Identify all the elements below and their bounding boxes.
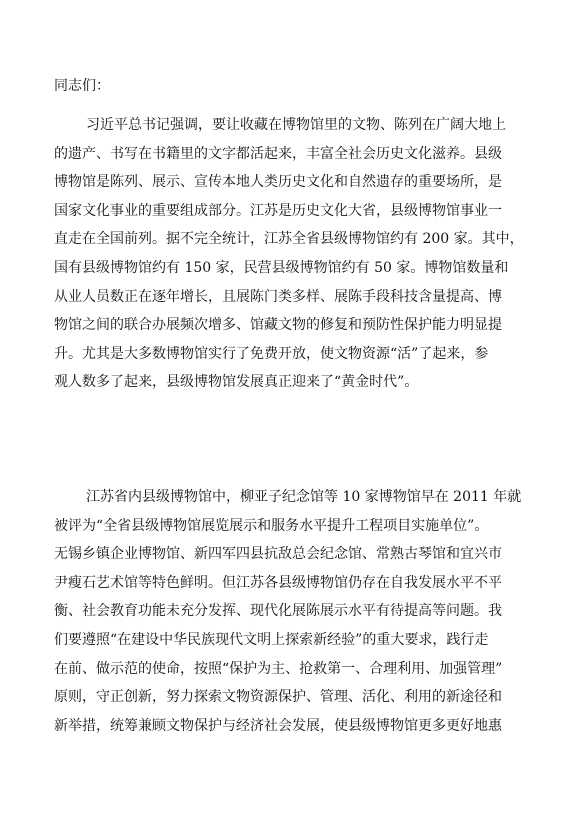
paragraph-line: 尹瘦石艺术馆等特色鲜明。但江苏各县级博物馆仍存在自我发展水平不平 [54, 574, 502, 591]
paragraph-line: 观人数多了起来，县级博物馆发展真正迎来了“黄金时代”。 [54, 374, 419, 391]
paragraph-line: 原则，守正创新，努力探索文物资源保护、管理、活化、利用的新途径和 [54, 689, 502, 706]
paragraph-line: 从业人员数正在逐年增长，且展陈门类多样、展陈手段科技含量提高、博 [54, 288, 502, 305]
paragraph-line: 衡、社会教育功能未充分发挥、现代化展陈展示水平有待提高等问题。我 [54, 603, 502, 620]
paragraph-line: 的遗产、书写在书籍里的文字都活起来，丰富全社会历史文化滋养。县级 [54, 145, 502, 162]
paragraph-1 [54, 111, 526, 397]
paragraph-line: 升。尤其是大多数博物馆实行了免费开放，使文物资源“活”了起来，参 [54, 345, 489, 362]
paragraph-line: 国有县级博物馆约有 150 家，民营县级博物馆约有 50 家。博物馆数量和 [54, 259, 509, 276]
paragraph-line: 无锡乡镇企业博物馆、新四军四县抗敌总会纪念馆、常熟古琴馆和宜兴市 [54, 546, 502, 563]
paragraph-line: 国家文化事业的重要组成部分。江苏是历史文化大省，县级博物馆事业一 [54, 202, 502, 219]
paragraph-line: 在前、做示范的使命，按照“保护为主、抢救第一、合理利用、加强管理” [54, 660, 503, 677]
paragraph-2 [54, 483, 526, 740]
paragraph-line: 江苏省内县级博物馆中，柳亚子纪念馆等 10 家博物馆早在 2011 年就 [86, 489, 522, 505]
paragraph-line: 被评为“全省县级博物馆展览展示和服务水平提升工程项目实施单位”。 [54, 517, 489, 534]
paragraph-line: 习近平总书记强调，要让收藏在博物馆里的文物、陈列在广阔大地上 [86, 117, 506, 133]
salutation: 同志们： [54, 78, 110, 94]
paragraph-line: 直走在全国前列。据不完全统计，江苏全省县级博物馆约有 200 家。其中， [54, 231, 524, 248]
paragraph-line: 物馆之间的联合办展频次增多、馆藏文物的修复和预防性保护能力明显提 [54, 317, 502, 334]
paragraph-line: 博物馆是陈列、展示、宣传本地人类历史文化和自然遗存的重要场所，是 [54, 174, 502, 191]
paragraph-line: 们要遵照“在建设中华民族现代文明上探索新经验”的重大要求，践行走 [54, 631, 489, 648]
paragraph-line: 新举措，统筹兼顾文物保护与经济社会发展，使县级博物馆更多更好地惠 [54, 717, 502, 734]
